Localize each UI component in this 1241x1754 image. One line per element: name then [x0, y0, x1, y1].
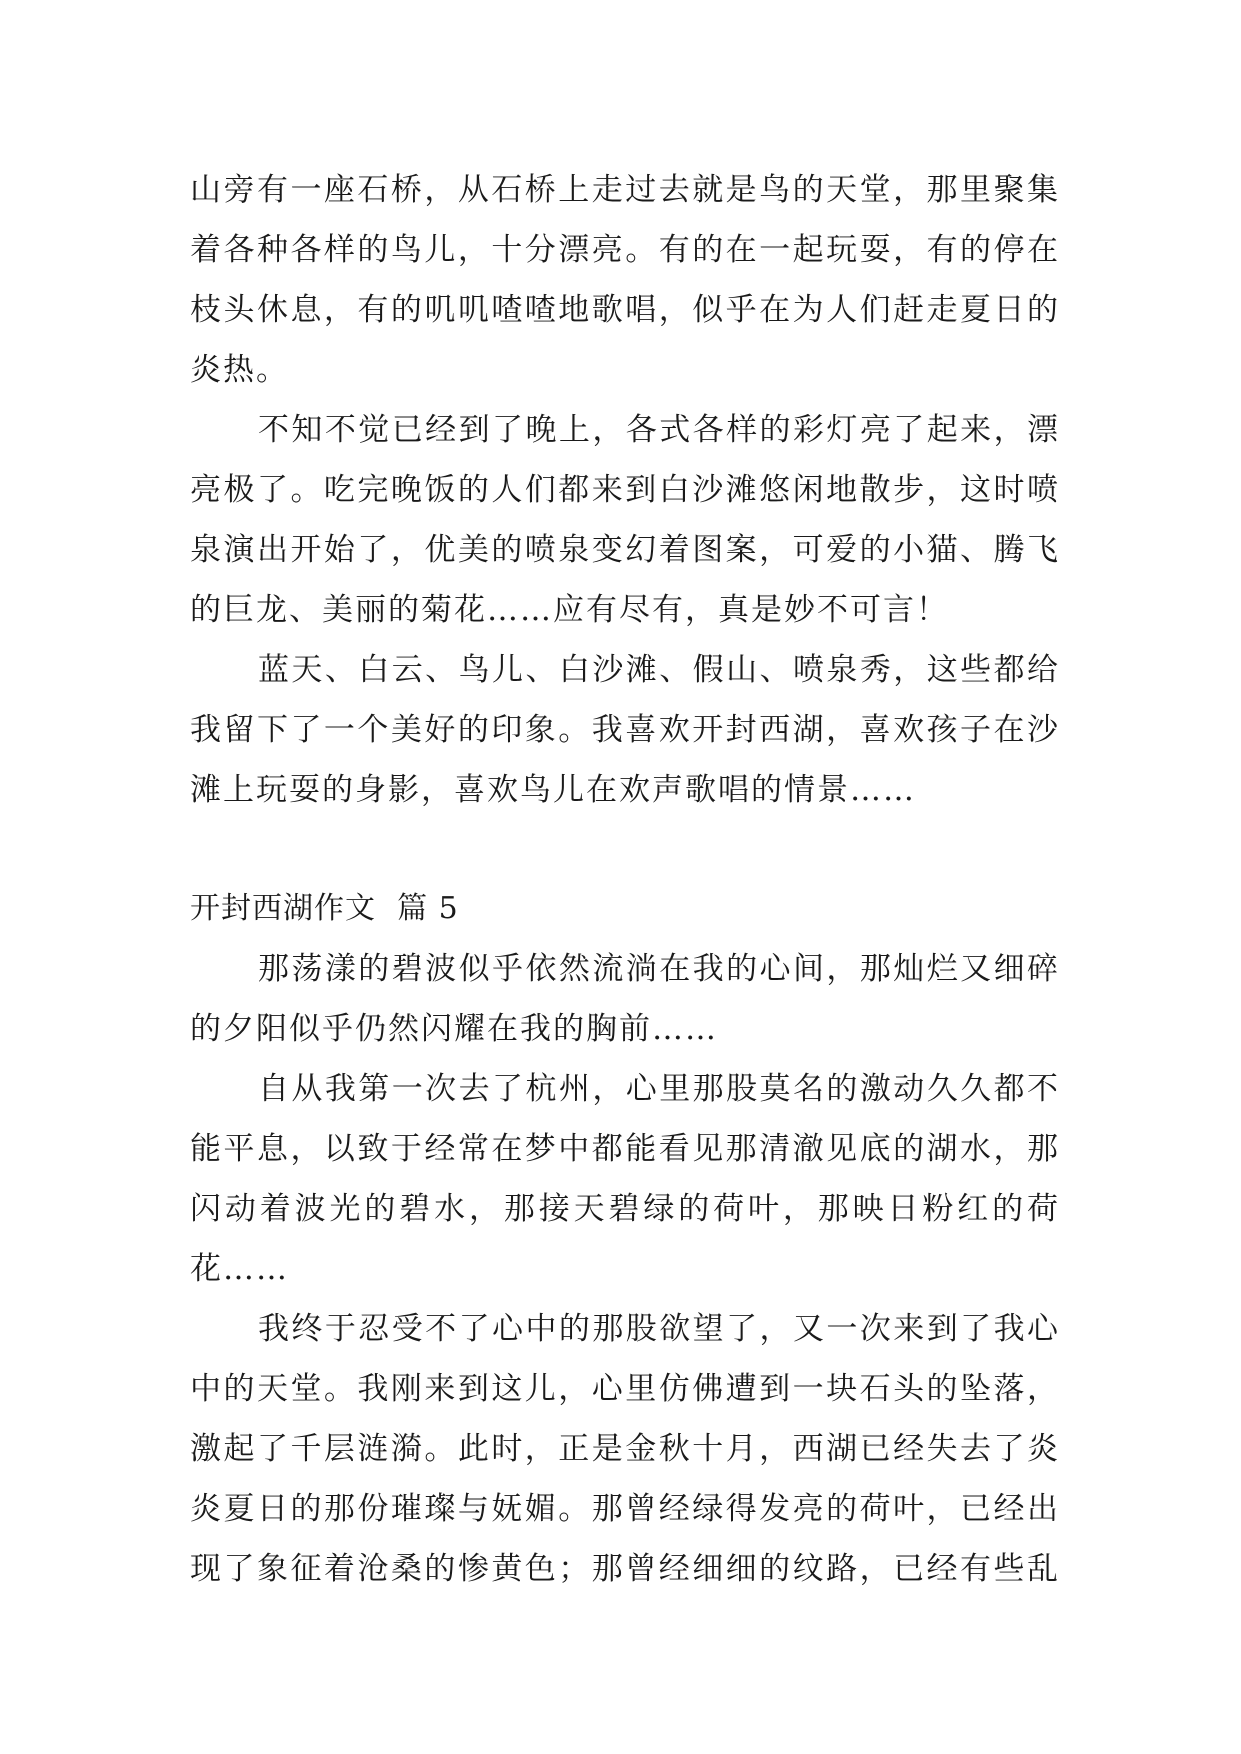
paragraph-line: 山旁有一座石桥，从石桥上走过去就是鸟的天堂，那里聚集 [190, 172, 1060, 208]
paragraph-line: 的夕阳似乎仍然闪耀在我的胸前…… [190, 1011, 718, 1047]
document-body [190, 160, 1060, 1599]
paragraph-line: 炎夏日的那份璀璨与妩媚。那曾经绿得发亮的荷叶，已经出 [190, 1491, 1060, 1527]
paragraph-line: 炎热。 [190, 352, 289, 388]
paragraph-line: 花…… [190, 1251, 289, 1287]
paragraph-line: 着各种各样的鸟儿，十分漂亮。有的在一起玩耍，有的停在 [190, 232, 1060, 268]
paragraph [190, 640, 1060, 820]
section-spacer [190, 820, 1060, 879]
paragraph-line: 的巨龙、美丽的菊花……应有尽有，真是妙不可言！ [190, 592, 949, 628]
paragraph [190, 160, 1060, 400]
paragraph-line: 闪动着波光的碧水，那接天碧绿的荷叶，那映日粉红的荷 [190, 1191, 1060, 1227]
paragraph-line: 亮极了。吃完晚饭的人们都来到白沙滩悠闲地散步，这时喷 [190, 472, 1060, 508]
paragraph-line: 不知不觉已经到了晚上，各式各样的彩灯亮了起来，漂 [258, 412, 1060, 448]
paragraph [190, 400, 1060, 640]
paragraph-line: 枝头休息，有的叽叽喳喳地歌唱，似乎在为人们赶走夏日的 [190, 292, 1060, 328]
paragraph-line: 我终于忍受不了心中的那股欲望了，又一次来到了我心 [258, 1311, 1060, 1347]
paragraph [190, 1059, 1060, 1299]
paragraph-line: 我留下了一个美好的印象。我喜欢开封西湖，喜欢孩子在沙 [190, 712, 1060, 748]
section-heading: 开封西湖作文 篇 5 [190, 891, 459, 926]
paragraph-line: 自从我第一次去了杭州，心里那股莫名的激动久久都不 [258, 1071, 1060, 1107]
paragraph-line: 蓝天、白云、鸟儿、白沙滩、假山、喷泉秀，这些都给 [258, 652, 1060, 688]
paragraph-line: 滩上玩耍的身影，喜欢鸟儿在欢声歌唱的情景…… [190, 772, 916, 808]
paragraph-line: 泉演出开始了，优美的喷泉变幻着图案，可爱的小猫、腾飞 [190, 532, 1060, 568]
paragraph [190, 1299, 1060, 1599]
paragraph-line: 激起了千层涟漪。此时，正是金秋十月，西湖已经失去了炎 [190, 1431, 1060, 1467]
paragraph [190, 939, 1060, 1059]
paragraph-line: 现了象征着沧桑的惨黄色；那曾经细细的纹路，已经有些乱 [190, 1551, 1060, 1587]
paragraph-line: 中的天堂。我刚来到这儿，心里仿佛遭到一块石头的坠落， [190, 1371, 1060, 1407]
paragraph-line: 那荡漾的碧波似乎依然流淌在我的心间，那灿烂又细碎 [258, 951, 1060, 987]
paragraph-line: 能平息，以致于经常在梦中都能看见那清澈见底的湖水，那 [190, 1131, 1060, 1167]
